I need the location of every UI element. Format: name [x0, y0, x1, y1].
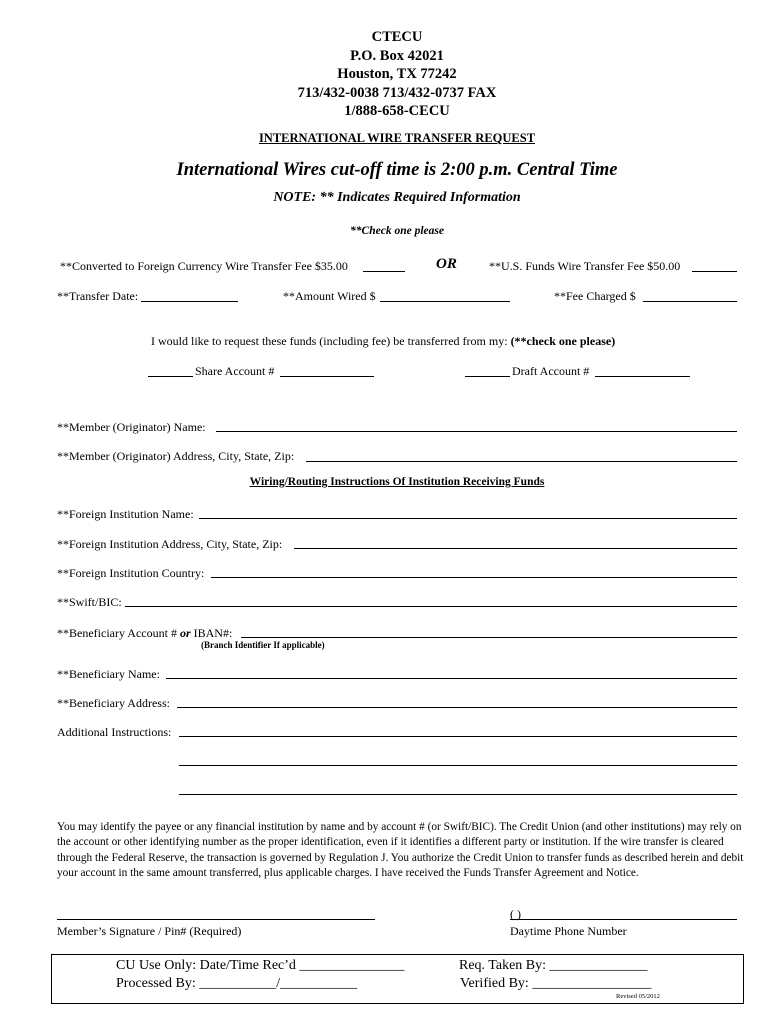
- request-sentence: I would like to request these funds (including fee) be transferred from my:: [151, 334, 508, 348]
- us-fee-label: **U.S. Funds Wire Transfer Fee $50.00: [489, 259, 681, 273]
- cutoff-notice: International Wires cut-off time is 2:00 p.m. Central Time: [176, 160, 618, 180]
- draft-account-label: Draft Account #: [512, 364, 590, 378]
- org-city: Houston, TX 77242: [337, 66, 457, 82]
- share-account-field[interactable]: [280, 376, 374, 377]
- check-one-bold: (**check one please): [510, 334, 616, 348]
- transfer-date-field[interactable]: [141, 301, 238, 302]
- institution-name-field[interactable]: [199, 518, 737, 519]
- check-one-note: **Check one please: [350, 225, 444, 237]
- member-address-label: **Member (Originator) Address, City, State, Zip:: [57, 449, 295, 463]
- institution-country-label: **Foreign Institution Country:: [57, 566, 205, 580]
- org-phones: 713/432-0038 713/432-0737 FAX: [297, 84, 497, 101]
- transfer-date-label: **Transfer Date:: [57, 289, 139, 303]
- disclaimer-text: You may identify the payee or any financial institution by name and by account # (or Swift/BIC). The Credit Union (and other institutions) may rely on the account or other identifying number as the proper identification, even if it identifies a different party or institution. If the wire transfer is cleared through the Federal Reserve, the transaction is governed by Regulation J. You authorize the Credit Union to transfer funds as described herein and debit your account in the same amount transferred, plus applicable charges. I have received the Funds Transfer Agreement and Notice.: [57, 821, 744, 879]
- share-account-check-line[interactable]: [148, 376, 193, 377]
- institution-address-field[interactable]: [294, 548, 737, 549]
- amount-wired-field[interactable]: [380, 301, 510, 302]
- institution-country-field[interactable]: [211, 577, 737, 578]
- amount-wired-label: **Amount Wired $: [283, 289, 376, 303]
- foreign-fee-checkbox-line[interactable]: [363, 271, 405, 272]
- swift-label: **Swift/BIC:: [57, 595, 122, 609]
- beneficiary-account-label-a: **Beneficiary Account #: [57, 626, 177, 640]
- daytime-phone-field[interactable]: [510, 919, 737, 920]
- revised-date: Revised 05/2012: [616, 993, 660, 1000]
- beneficiary-account-label-b: IBAN#:: [193, 626, 233, 640]
- member-name-field[interactable]: [216, 431, 737, 432]
- swift-field[interactable]: [125, 606, 737, 607]
- org-name: CTECU: [371, 29, 423, 45]
- foreign-fee-label: **Converted to Foreign Currency Wire Transfer Fee $35.00: [60, 259, 348, 273]
- org-pobox: P.O. Box 42021: [350, 47, 444, 64]
- cu-date-received-label: CU Use Only: Date/Time Rec’d _______________: [116, 958, 405, 973]
- or-label: OR: [436, 256, 457, 272]
- share-account-label: Share Account #: [195, 364, 275, 378]
- additional-instructions-line-1[interactable]: [179, 736, 737, 737]
- institution-name-label: **Foreign Institution Name:: [57, 507, 194, 521]
- member-name-label: **Member (Originator) Name:: [57, 420, 206, 434]
- cu-verified-by-label: Verified By: _________________: [460, 976, 652, 991]
- org-tollfree: 1/888-658-CECU: [344, 103, 450, 119]
- cu-request-taken-label: Req. Taken By: ______________: [459, 958, 648, 973]
- signature-label: Member’s Signature / Pin# (Required): [57, 924, 242, 938]
- additional-instructions-label: Additional Instructions:: [57, 725, 172, 739]
- beneficiary-address-field[interactable]: [177, 707, 737, 708]
- daytime-phone-label: Daytime Phone Number: [510, 924, 627, 938]
- beneficiary-account-label: [57, 626, 232, 641]
- draft-account-field[interactable]: [595, 376, 690, 377]
- cu-processed-by-label: Processed By: ___________/___________: [116, 976, 358, 991]
- us-fee-checkbox-line[interactable]: [692, 271, 737, 272]
- request-text: [151, 334, 615, 349]
- form-title: INTERNATIONAL WIRE TRANSFER REQUEST: [258, 131, 536, 145]
- required-note: NOTE: ** Indicates Required Information: [273, 190, 521, 205]
- beneficiary-account-or: or: [179, 626, 191, 640]
- fee-charged-label: **Fee Charged $: [554, 289, 636, 303]
- beneficiary-account-field[interactable]: [241, 637, 737, 638]
- beneficiary-name-label: **Beneficiary Name:: [57, 667, 160, 681]
- wiring-section-title: Wiring/Routing Instructions Of Institution Receiving Funds: [249, 476, 545, 488]
- draft-account-check-line[interactable]: [465, 376, 510, 377]
- fee-charged-field[interactable]: [643, 301, 737, 302]
- signature-field[interactable]: [57, 919, 375, 920]
- org-header: [0, 28, 770, 121]
- beneficiary-name-field[interactable]: [166, 678, 737, 679]
- institution-address-label: **Foreign Institution Address, City, State, Zip:: [57, 537, 283, 551]
- additional-instructions-line-2[interactable]: [179, 765, 737, 766]
- branch-identifier-note: (Branch Identifier If applicable): [201, 640, 325, 650]
- member-address-field[interactable]: [306, 461, 737, 462]
- additional-instructions-line-3[interactable]: [179, 794, 737, 795]
- beneficiary-address-label: **Beneficiary Address:: [57, 696, 170, 710]
- phone-area-code-parens: ( ): [510, 907, 521, 921]
